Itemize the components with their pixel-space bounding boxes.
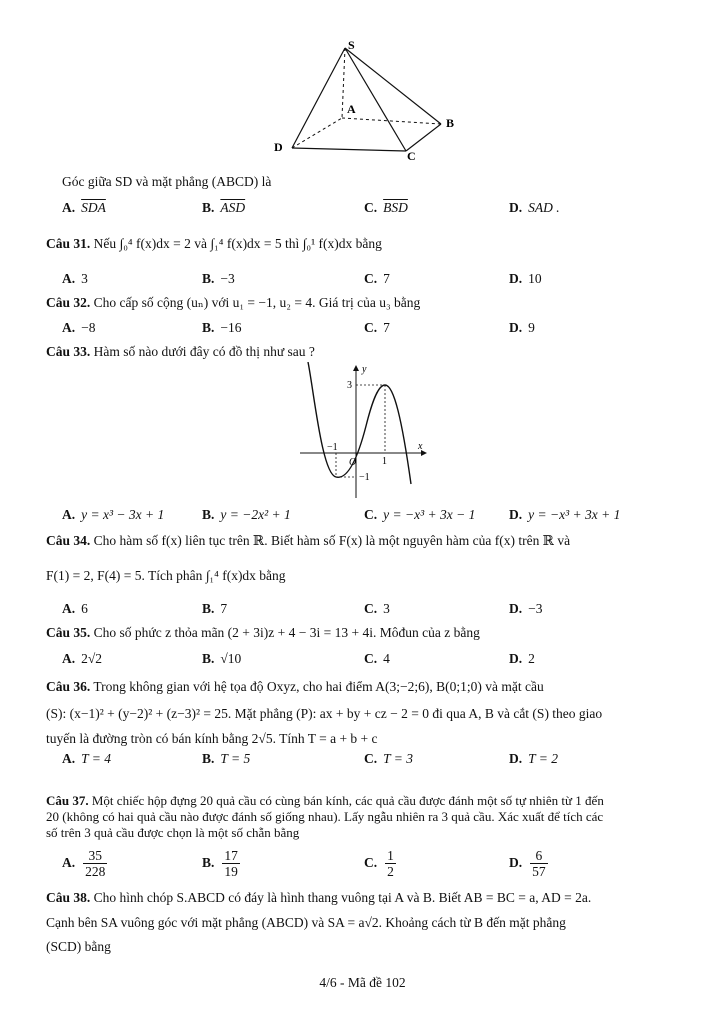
q34-stem-line2: F(1) = 2, F(4) = 5. Tích phân ∫₁⁴ f(x)dx bằng bbox=[46, 568, 286, 583]
page-footer: 4/6 - Mã đề 102 bbox=[319, 975, 406, 990]
q30-stem: Góc giữa SD và mặt phẳng (ABCD) là bbox=[62, 174, 272, 189]
q34-option-c[interactable]: C. 3 bbox=[364, 601, 390, 616]
q31-option-a[interactable]: A. 3 bbox=[62, 271, 88, 286]
q33-x-label: x bbox=[418, 441, 423, 452]
q30-option-a[interactable]: A. $\overline{SDA}$ bbox=[62, 200, 106, 215]
q33-option-a[interactable]: A. y = x³ − 3x + 1 bbox=[62, 507, 165, 522]
q38-stem-line1: Cho hình chóp S.ABCD có đáy là hình thang vuông tại A và B. Biết AB = BC = a, AD = 2a. bbox=[93, 890, 592, 905]
q34-option-b[interactable]: B. 7 bbox=[202, 601, 228, 616]
q33-graph bbox=[296, 362, 432, 502]
q30-option-c[interactable]: C. $\overline{BSD}$ bbox=[364, 200, 408, 215]
q33-origin-label: O bbox=[349, 457, 357, 468]
vertex-s: S bbox=[348, 38, 355, 52]
q37-option-d[interactable]: D. $\frac{6}{57}$ bbox=[509, 848, 546, 879]
q38-label: Câu 38. bbox=[46, 890, 91, 905]
q37-stem-line1: Một chiếc hộp đựng 20 quả cầu có cùng bán kính, các quả cầu được đánh một số tự nhiên từ 1 đến bbox=[91, 793, 604, 808]
q36-label: Câu 36. bbox=[46, 679, 91, 694]
q30-option-d[interactable]: D. SAD . bbox=[509, 200, 560, 215]
q36-stem-line2: (S): (x−1)² + (y−2)² + (z−3)² = 25. Mặt phẳng (P): ax + by + cz − 2 = 0 đi qua A, B và cắt (S) theo giao bbox=[46, 706, 603, 721]
q31-option-b[interactable]: B. −3 bbox=[202, 271, 235, 286]
q36-option-d[interactable]: D. T = 2 bbox=[509, 751, 558, 766]
q34-option-a[interactable]: A. 6 bbox=[62, 601, 88, 616]
q33-stem: Hàm số nào dưới đây có đồ thị như sau ? bbox=[93, 344, 315, 359]
q36-options bbox=[62, 751, 687, 771]
q35-option-d[interactable]: D. 2 bbox=[509, 651, 535, 666]
q34-question bbox=[46, 531, 687, 550]
q36-stem-line1: Trong không gian với hệ tọa độ Oxyz, cho hai điểm A(3;−2;6), B(0;1;0) và mặt cầu bbox=[93, 679, 544, 694]
q37-options bbox=[62, 848, 687, 882]
q34-options bbox=[62, 601, 687, 621]
q33-option-c[interactable]: C. y = −x³ + 3x − 1 bbox=[364, 507, 476, 522]
q38-question bbox=[46, 888, 687, 907]
q33-tick-3: 3 bbox=[347, 380, 352, 391]
q32-options bbox=[62, 320, 687, 340]
q33-options bbox=[62, 507, 687, 527]
q37-stem-line2: 20 (không có hai quả cầu nào được đánh số giống nhau). Lấy ngẫu nhiên ra 3 quả cầu. Xác xuất để tích các bbox=[46, 809, 604, 824]
q36-option-a[interactable]: A. T = 4 bbox=[62, 751, 111, 766]
q33-label: Câu 33. bbox=[46, 344, 91, 359]
q33-y-label: y bbox=[362, 364, 367, 375]
q36-stem-line3: tuyến là đường tròn có bán kính bằng 2√5. Tính T = a + b + c bbox=[46, 731, 378, 746]
q33-tick-neg1-x: −1 bbox=[327, 442, 338, 453]
q35-question bbox=[46, 623, 687, 642]
q32-question bbox=[46, 293, 687, 312]
q31-stem: Nếu ∫₀⁴ f(x)dx = 2 và ∫₁⁴ f(x)dx = 5 thì ∫₀¹ f(x)dx bằng bbox=[93, 236, 382, 251]
q34-option-d[interactable]: D. −3 bbox=[509, 601, 543, 616]
vertex-d: D bbox=[274, 140, 283, 154]
q35-options bbox=[62, 651, 687, 671]
q33-curve bbox=[308, 362, 411, 484]
q31-options bbox=[62, 271, 687, 291]
q36-question bbox=[46, 677, 687, 696]
q37-option-a[interactable]: A. $\frac{35}{228}$ bbox=[62, 848, 106, 879]
q37-option-b[interactable]: B. $\frac{17}{19}$ bbox=[202, 848, 238, 879]
q38-stem-line2: Cạnh bên SA vuông góc với mặt phẳng (ABCD) và SA = a√2. Khoảng cách từ B đến mặt phẳng bbox=[46, 915, 566, 930]
q32-option-a[interactable]: A. −8 bbox=[62, 320, 96, 335]
q31-label: Câu 31. bbox=[46, 236, 91, 251]
q30-options bbox=[62, 200, 687, 220]
q31-question bbox=[46, 234, 687, 253]
q37-stem-line3: số trên 3 quả cầu được chọn là một số chẵn bằng bbox=[46, 825, 300, 840]
q34-stem-line1: Cho hàm số f(x) liên tục trên ℝ. Biết hàm số F(x) là một nguyên hàm của f(x) trên ℝ và bbox=[93, 533, 571, 548]
q32-label: Câu 32. bbox=[46, 295, 91, 310]
pyramid-figure bbox=[268, 38, 468, 166]
q31-option-c[interactable]: C. 7 bbox=[364, 271, 390, 286]
vertex-a: A bbox=[347, 102, 356, 116]
q33-question bbox=[46, 342, 687, 361]
vertex-b: B bbox=[446, 116, 455, 130]
q36-option-b[interactable]: B. T = 5 bbox=[202, 751, 251, 766]
q35-option-a[interactable]: A. 2√2 bbox=[62, 651, 103, 666]
q38-stem-line3: (SCD) bằng bbox=[46, 939, 111, 954]
q32-option-d[interactable]: D. 9 bbox=[509, 320, 535, 335]
q31-option-d[interactable]: D. 10 bbox=[509, 271, 542, 286]
q33-option-b[interactable]: B. y = −2x² + 1 bbox=[202, 507, 291, 522]
vertex-c: C bbox=[407, 149, 416, 163]
q37-option-c[interactable]: C. $\frac{1}{2}$ bbox=[364, 848, 394, 879]
q33-tick-1: 1 bbox=[382, 456, 387, 467]
q33-tick-neg1-y: −1 bbox=[359, 472, 370, 483]
q33-option-d[interactable]: D. y = −x³ + 3x + 1 bbox=[509, 507, 621, 522]
q35-stem: Cho số phức z thỏa mãn (2 + 3i)z + 4 − 3i = 13 + 4i. Môđun của z bằng bbox=[93, 625, 480, 640]
q35-label: Câu 35. bbox=[46, 625, 91, 640]
q30-option-b[interactable]: B. $\overline{ASD}$ bbox=[202, 200, 246, 215]
q32-option-b[interactable]: B. −16 bbox=[202, 320, 242, 335]
q32-stem: Cho cấp số cộng (uₙ) với u₁ = −1, u₂ = 4. Giá trị của u₃ bằng bbox=[93, 295, 421, 310]
q32-option-c[interactable]: C. 7 bbox=[364, 320, 390, 335]
q35-option-c[interactable]: C. 4 bbox=[364, 651, 390, 666]
q35-option-b[interactable]: B. √10 bbox=[202, 651, 242, 666]
q37-label: Câu 37. bbox=[46, 793, 89, 808]
q34-label: Câu 34. bbox=[46, 533, 91, 548]
q37-question bbox=[46, 793, 687, 809]
q36-option-c[interactable]: C. T = 3 bbox=[364, 751, 413, 766]
